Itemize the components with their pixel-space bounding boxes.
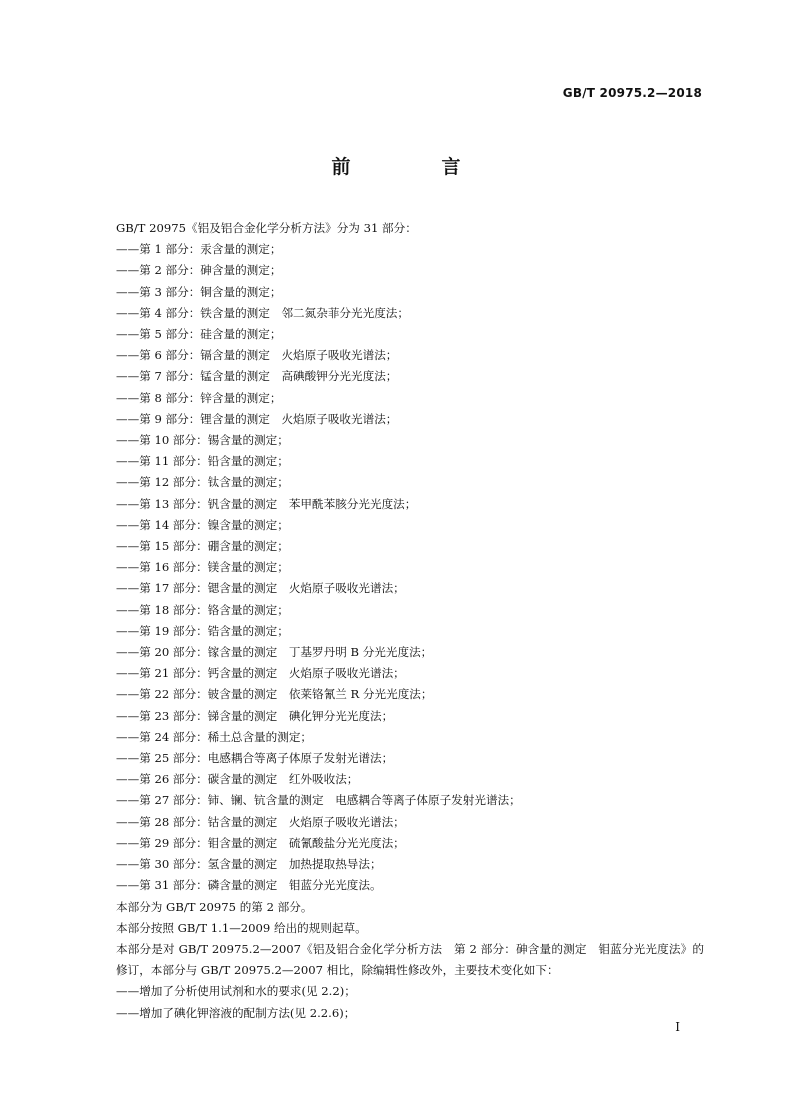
part-list-item: ——第 22 部分：铍含量的测定 依莱铬氰兰 R 分光光度法； — [116, 687, 433, 702]
part-list-item: ——第 15 部分：硼含量的测定； — [116, 539, 289, 554]
part-list-item: ——第 16 部分：镁含量的测定； — [116, 560, 289, 575]
part-list-item: ——第 13 部分：钒含量的测定 苯甲酰苯胲分光光度法； — [116, 496, 417, 511]
part-list-item: ——第 6 部分：镉含量的测定 火焰原子吸收光谱法； — [116, 348, 398, 363]
part-list-item: ——第 23 部分：锑含量的测定 碘化钾分光光度法； — [116, 708, 394, 723]
part-list-item: ——第 19 部分：锆含量的测定； — [116, 623, 289, 638]
part-list-item: ——第 12 部分：钛含量的测定； — [116, 475, 289, 490]
part-list-item: ——第 2 部分：砷含量的测定； — [116, 263, 282, 278]
foreword-body — [88, 218, 704, 1024]
part-list-item: ——第 5 部分：硅含量的测定； — [116, 327, 282, 342]
part-list-item: ——第 20 部分：镓含量的测定 丁基罗丹明 B 分光光度法； — [116, 645, 433, 660]
part-list-item: ——第 28 部分：钴含量的测定 火焰原子吸收光谱法； — [116, 814, 405, 829]
part-list-item: ——第 27 部分：铈、镧、钪含量的测定 电感耦合等离子体原子发射光谱法； — [116, 793, 521, 808]
page-number: I — [675, 1020, 680, 1034]
part-list-item: ——第 17 部分：锶含量的测定 火焰原子吸收光谱法； — [116, 581, 405, 596]
part-list-item: ——第 31 部分：磷含量的测定 钼蓝分光光度法。 — [116, 878, 382, 893]
part-list-item: ——第 7 部分：锰含量的测定 高碘酸钾分光光度法； — [116, 369, 398, 384]
standard-code: GB/T 20975.2—2018 — [562, 86, 702, 100]
revision-paragraph: 本部分是对 GB/T 20975.2—2007《铝及铝合金化学分析方法 第 2 部分：砷含量的测定 钼蓝分光光度法》的修订，本部分与 GB/T 20975.2—2007 相比，除编辑性修改外，主要技术变化如下： — [116, 941, 704, 978]
part-list-item: ——第 3 部分：铜含量的测定； — [116, 284, 282, 299]
intro-line: GB/T 20975《铝及铝合金化学分析方法》分为 31 部分： — [116, 221, 417, 235]
part-list-item: ——第 14 部分：镍含量的测定； — [116, 517, 289, 532]
part-list-item: ——第 26 部分：碳含量的测定 红外吸收法； — [116, 772, 359, 787]
part-list-item: ——第 4 部分：铁含量的测定 邻二氮杂菲分光光度法； — [116, 305, 409, 320]
part-list-item: ——第 29 部分：钼含量的测定 硫氰酸盐分光光度法； — [116, 835, 405, 850]
parts-list — [88, 239, 704, 896]
part-list-item: ——第 24 部分：稀土总含量的测定； — [116, 729, 313, 744]
part-list-item: ——第 10 部分：锡含量的测定； — [116, 433, 289, 448]
statement-drafting-rules: 本部分按照 GB/T 1.1—2009 给出的规则起草。 — [116, 920, 367, 935]
part-list-item: ——第 11 部分：铅含量的测定； — [116, 454, 289, 469]
part-list-item: ——第 1 部分：汞含量的测定； — [116, 242, 282, 257]
changes-list — [88, 981, 704, 1023]
part-list-item: ——第 30 部分：氢含量的测定 加热提取热导法； — [116, 857, 382, 872]
part-list-item: ——第 25 部分：电感耦合等离子体原子发射光谱法； — [116, 751, 394, 766]
page-title: 前 言 — [331, 156, 497, 178]
part-list-item: ——第 21 部分：钙含量的测定 火焰原子吸收光谱法； — [116, 666, 405, 681]
change-list-item: ——增加了碘化钾溶液的配制方法(见 2.2.6)； — [116, 1005, 356, 1020]
change-list-item: ——增加了分析使用试剂和水的要求(见 2.2)； — [116, 984, 356, 999]
part-list-item: ——第 18 部分：铬含量的测定； — [116, 602, 289, 617]
part-list-item: ——第 9 部分：锂含量的测定 火焰原子吸收光谱法； — [116, 411, 398, 426]
part-list-item: ——第 8 部分：锌含量的测定； — [116, 390, 282, 405]
statement-part-number: 本部分为 GB/T 20975 的第 2 部分。 — [116, 899, 313, 914]
